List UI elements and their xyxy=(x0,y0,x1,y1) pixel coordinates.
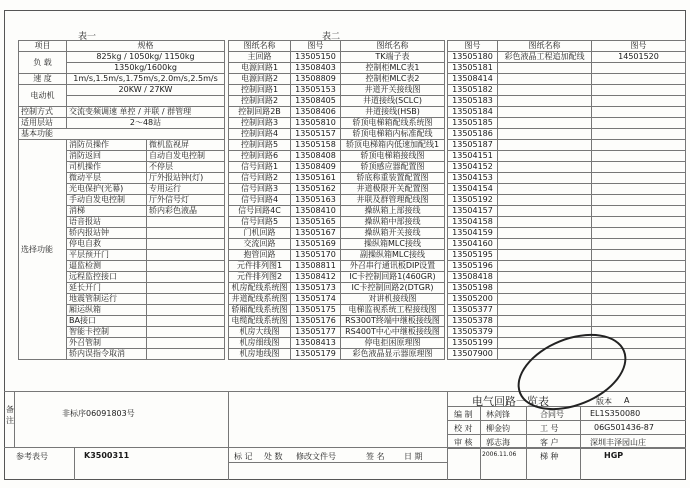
feature-b xyxy=(147,272,225,283)
drawing-no: 13508413 xyxy=(291,338,341,349)
ref-label: 参考表号 xyxy=(16,452,48,461)
drawing-name: 电源回路1 xyxy=(229,63,291,74)
feature-a: 智能卡控制 xyxy=(67,327,147,338)
table-row xyxy=(229,52,445,63)
table-row xyxy=(229,96,445,107)
drawing-name: 机房配线系统图 xyxy=(229,283,291,294)
motor-label: 电动机 xyxy=(19,85,67,107)
table-row xyxy=(448,173,686,184)
drawing-name: IC卡控制回路1(460GR) xyxy=(341,272,445,283)
rev-doc: 修改文件号 xyxy=(296,452,336,461)
drawing-name: 信号回路1 xyxy=(229,162,291,173)
drawing-name: 副操纵箱MLC接线 xyxy=(341,250,445,261)
drawing-no: 13508409 xyxy=(291,162,341,173)
feature-b xyxy=(147,283,225,294)
work-no-label: 工 号 xyxy=(540,424,559,433)
drawing-no: 13508809 xyxy=(291,74,341,85)
drawing-name: 操纵箱MLC接线 xyxy=(341,239,445,250)
drawing-no: 13505200 xyxy=(448,294,498,305)
drawing-no: 13505174 xyxy=(291,294,341,305)
drawing-no: 13505196 xyxy=(448,261,498,272)
drawing-no: 13505179 xyxy=(291,349,341,360)
drawing-no: 13504158 xyxy=(448,217,498,228)
feature-b: 微机监视屏 xyxy=(147,140,225,151)
feature-a: 逼监检测 xyxy=(67,261,147,272)
table-row xyxy=(229,239,445,250)
drawing-list-table xyxy=(228,40,445,360)
table-row xyxy=(19,107,225,118)
date-value: 2006.11.06 xyxy=(482,451,517,458)
feature-b: 轿内彩色液晶 xyxy=(147,206,225,217)
rev-sign: 签 名 xyxy=(366,452,385,461)
drawing-no: 13508405 xyxy=(291,96,341,107)
table-row xyxy=(19,118,225,129)
feature-a: 停电自救 xyxy=(67,239,147,250)
table-row xyxy=(229,338,445,349)
drawing-name: 轿顶感应器配置图 xyxy=(341,162,445,173)
feature-b xyxy=(147,327,225,338)
drawing-name: 操纵箱开关接线 xyxy=(341,228,445,239)
drawing-no: 13504153 xyxy=(448,173,498,184)
header-name: 图纸名称 xyxy=(341,41,445,52)
table-row xyxy=(448,162,686,173)
drawing-name: 控制柜MLC表1 xyxy=(341,63,445,74)
table-row xyxy=(448,107,686,118)
drawing-name: 井道接线(SCLC) xyxy=(341,96,445,107)
table-row xyxy=(448,52,686,63)
model-label: 梯 种 xyxy=(540,452,559,461)
review-by: 郭志海 xyxy=(486,438,510,447)
feature-a: 厢运纵箱 xyxy=(67,305,147,316)
table-row xyxy=(448,96,686,107)
table-row xyxy=(448,129,686,140)
drawing-no: 13505181 xyxy=(448,63,498,74)
feature-b: 厅外信号灯 xyxy=(147,195,225,206)
drawing-no: 13505184 xyxy=(448,107,498,118)
drawing-name: 控制回路6 xyxy=(229,151,291,162)
rev-count: 处 数 xyxy=(264,452,283,461)
control-label: 控制方式 xyxy=(19,107,67,118)
table-row xyxy=(19,74,225,85)
drawn-label: 编 制 xyxy=(454,410,473,419)
drawing-no: 13505186 xyxy=(448,129,498,140)
drawing-no: 13505198 xyxy=(448,283,498,294)
table-row xyxy=(229,162,445,173)
table-row xyxy=(448,272,686,283)
table-row xyxy=(448,228,686,239)
ref-value: K3500311 xyxy=(84,451,130,460)
table-row xyxy=(448,85,686,96)
feature-a: 地震管制运行 xyxy=(67,294,147,305)
feature-b: 厅外报站钟(灯) xyxy=(147,173,225,184)
table-row xyxy=(448,206,686,217)
version-label: 版本 xyxy=(596,397,612,406)
feature-b: 专用运行 xyxy=(147,184,225,195)
drawing-no: 13505192 xyxy=(448,195,498,206)
table-row xyxy=(229,74,445,85)
table-row xyxy=(448,261,686,272)
drawing-no: 13505153 xyxy=(291,85,341,96)
drawing-name: 主回路 xyxy=(229,52,291,63)
drawing-list-table-2 xyxy=(447,40,686,360)
table-row xyxy=(229,327,445,338)
control-value: 交流变频调速 单控 / 并联 / 群管理 xyxy=(67,107,225,118)
table-row xyxy=(448,327,686,338)
drawing-no: 13504159 xyxy=(448,228,498,239)
table-row xyxy=(448,151,686,162)
table2-caption: 表二 xyxy=(322,32,341,42)
model: HGP xyxy=(604,451,624,460)
feature-a: 外召管制 xyxy=(67,338,147,349)
table-row xyxy=(229,305,445,316)
rev-mark: 标 记 xyxy=(234,452,253,461)
drawing-name: 轿底称重装置配置图 xyxy=(341,173,445,184)
drawing-no: 13504154 xyxy=(448,184,498,195)
drawing-name: 彩色液晶显示器原理图 xyxy=(341,349,445,360)
drawing-name: 井道接线(HSB) xyxy=(341,107,445,118)
speed-value: 1m/s,1.5m/s,1.75m/s,2.0m/s,2.5m/s xyxy=(67,74,225,85)
drawing-no: 13505170 xyxy=(291,250,341,261)
drawing-no: 13508410 xyxy=(291,206,341,217)
drawing-no: 13505180 xyxy=(448,52,498,63)
drawing-no: 13505161 xyxy=(291,173,341,184)
drawing-name: 对讲机接线图 xyxy=(341,294,445,305)
header-spec: 规格 xyxy=(67,41,225,52)
check-by: 柳金钧 xyxy=(486,424,510,433)
drawing-no: 13505379 xyxy=(448,327,498,338)
drawing-no: 13505169 xyxy=(291,239,341,250)
drawing-name: 信号回路4C xyxy=(229,206,291,217)
floors-label: 适用层站 xyxy=(19,118,67,129)
feature-a: 微动平层 xyxy=(67,173,147,184)
table-row xyxy=(19,129,225,140)
drawing-no: 13505187 xyxy=(448,140,498,151)
feature-a: 司机操作 xyxy=(67,162,147,173)
drawing-no: 13505177 xyxy=(291,327,341,338)
feature-a: 延长开门 xyxy=(67,283,147,294)
table-row xyxy=(19,41,225,52)
drawing-name: 电源回路2 xyxy=(229,74,291,85)
drawing-no: 13505163 xyxy=(291,195,341,206)
remarks-label: 备 注 xyxy=(6,405,14,425)
drawing-no: 13505173 xyxy=(291,283,341,294)
drawing-name: TK端子表 xyxy=(341,52,445,63)
drawing-no: 13508418 xyxy=(448,272,498,283)
table-row xyxy=(19,85,225,96)
table-row xyxy=(229,217,445,228)
drawn-by: 林剑锋 xyxy=(486,410,510,419)
table-row xyxy=(448,294,686,305)
feature-b xyxy=(147,338,225,349)
table-row xyxy=(229,173,445,184)
drawing-name: RS400T中心中继板接线图 xyxy=(341,327,445,338)
feature-a: 轿内误指令取消 xyxy=(67,349,147,360)
basic-label: 基本功能 xyxy=(19,129,225,140)
header-name: 图纸名称 xyxy=(498,41,592,52)
motor-value: 20KW / 27KW xyxy=(67,85,225,96)
feature-b xyxy=(147,250,225,261)
drawing-name: 机房细线图 xyxy=(229,338,291,349)
table1-caption: 表一 xyxy=(78,32,97,42)
drawing-name: 控制回路2B xyxy=(229,107,291,118)
drawing-no: 13508406 xyxy=(291,107,341,118)
drawing-name: 信号回路4 xyxy=(229,195,291,206)
load-value: 825kg / 1050kg/ 1150kg xyxy=(67,52,225,63)
feature-b xyxy=(147,294,225,305)
drawing-no: 13505199 xyxy=(448,338,498,349)
table-row xyxy=(448,283,686,294)
drawing-name: 元件排列图1 xyxy=(229,261,291,272)
feature-b xyxy=(147,228,225,239)
feature-a: 平层预开门 xyxy=(67,250,147,261)
drawing-no: 13505175 xyxy=(291,305,341,316)
feature-b: 不停层 xyxy=(147,162,225,173)
drawing-name: 轿顶电梯箱内低速加配线1 xyxy=(341,140,445,151)
table-row xyxy=(229,294,445,305)
customer: 深圳丰泽园山庄 xyxy=(590,438,646,447)
table-row xyxy=(229,140,445,151)
table-row xyxy=(448,305,686,316)
drawing-name: 操纵箱上部接线 xyxy=(341,206,445,217)
drawing-name: 元件排列图2 xyxy=(229,272,291,283)
review-label: 审 核 xyxy=(454,438,473,447)
drawing-name: 轿厢配线系统图 xyxy=(229,305,291,316)
table-row xyxy=(229,316,445,327)
table-row xyxy=(229,151,445,162)
table-row xyxy=(229,85,445,96)
table-row xyxy=(229,129,445,140)
table-row xyxy=(448,217,686,228)
drawing-name: 轿顶电梯箱配线系统图 xyxy=(341,118,445,129)
drawing-no: 13505810 xyxy=(291,118,341,129)
feature-b xyxy=(147,316,225,327)
drawing-name: 停电拒困原理图 xyxy=(341,338,445,349)
drawing-no: 13505176 xyxy=(291,316,341,327)
drawing-no: 13508408 xyxy=(291,151,341,162)
header-item: 项目 xyxy=(19,41,67,52)
feature-a: 消梯 xyxy=(67,206,147,217)
drawing-no: 13508414 xyxy=(448,74,498,85)
drawing-no: 14501520 xyxy=(592,52,686,63)
drawing-no: 13505162 xyxy=(291,184,341,195)
drawing-name: 轿顶电梯箱接线图 xyxy=(341,151,445,162)
table-row xyxy=(229,195,445,206)
table-row xyxy=(448,184,686,195)
drawing-name: 控制回路1 xyxy=(229,85,291,96)
feature-a: 远程监控接口 xyxy=(67,272,147,283)
drawing-name: IC卡控制回路2(DTGR) xyxy=(341,283,445,294)
contract-label: 合同号 xyxy=(540,410,564,419)
drawing-no: 13505182 xyxy=(448,85,498,96)
drawing-name: 轿顶电梯箱内标准配线 xyxy=(341,129,445,140)
feature-b xyxy=(147,217,225,228)
drawing-name: 信号回路5 xyxy=(229,217,291,228)
drawing-no: 13508403 xyxy=(291,63,341,74)
drawing-name: 信号回路3 xyxy=(229,184,291,195)
drawing-name: 井道配线系统图 xyxy=(229,294,291,305)
header-no: 图号 xyxy=(592,41,686,52)
table-row xyxy=(448,195,686,206)
drawing-name: 控制柜MLC表2 xyxy=(341,74,445,85)
drawing-no: 13504151 xyxy=(448,151,498,162)
feature-a: 语音报站 xyxy=(67,217,147,228)
drawing-name: 交流回路 xyxy=(229,239,291,250)
drawing-name: 控制回路2 xyxy=(229,96,291,107)
table-row xyxy=(229,118,445,129)
check-label: 校 对 xyxy=(454,424,473,433)
drawing-name: 机房大线图 xyxy=(229,327,291,338)
feature-b xyxy=(147,349,225,360)
table-row xyxy=(229,250,445,261)
feature-b: 自动自发电控制 xyxy=(147,151,225,162)
header-no: 图号 xyxy=(291,41,341,52)
table-row xyxy=(229,228,445,239)
speed-label: 速 度 xyxy=(19,74,67,85)
table-row xyxy=(19,140,225,151)
work-no: 06G501436-87 xyxy=(594,423,654,432)
drawing-no: 13505158 xyxy=(291,140,341,151)
drawing-name: 井道极限开关配置图 xyxy=(341,184,445,195)
feature-b xyxy=(147,261,225,272)
version-value: A xyxy=(624,396,630,405)
load-value: 1350kg/1600kg xyxy=(67,63,225,74)
spec-table xyxy=(18,40,225,360)
optional-label: 选择功能 xyxy=(19,140,67,360)
feature-a: 光电保护(光幕) xyxy=(67,184,147,195)
floors-value: 2～48站 xyxy=(67,118,225,129)
table-row xyxy=(448,63,686,74)
drawing-no: 13505165 xyxy=(291,217,341,228)
drawing-name: 机房地线图 xyxy=(229,349,291,360)
drawing-no: 13507900 xyxy=(448,349,498,360)
table-row xyxy=(448,316,686,327)
table-row xyxy=(229,63,445,74)
drawing-no: 13504157 xyxy=(448,206,498,217)
drawing-no: 13505167 xyxy=(291,228,341,239)
load-label: 负 载 xyxy=(19,52,67,74)
table-row xyxy=(229,206,445,217)
table-row xyxy=(19,52,225,63)
rev-date: 日 期 xyxy=(404,452,423,461)
drawing-name: 控制回路5 xyxy=(229,140,291,151)
table-row xyxy=(448,239,686,250)
drawing-name: 彩色液晶工程追加配线 xyxy=(498,52,592,63)
drawing-no: 13505150 xyxy=(291,52,341,63)
table-row xyxy=(229,283,445,294)
table-row xyxy=(229,184,445,195)
drawing-no: 13508811 xyxy=(291,261,341,272)
table-row xyxy=(229,261,445,272)
feature-a: BA接口 xyxy=(67,316,147,327)
drawing-name: 门机回路 xyxy=(229,228,291,239)
customer-label: 客 户 xyxy=(540,438,559,447)
feature-a: 消防返回 xyxy=(67,151,147,162)
drawing-name: 操纵箱中部接线 xyxy=(341,217,445,228)
drawing-name: 电梯监视系统工程接线图 xyxy=(341,305,445,316)
header-no: 图号 xyxy=(448,41,498,52)
table-row xyxy=(448,41,686,52)
feature-a: 消防员操作 xyxy=(67,140,147,151)
table-row xyxy=(448,140,686,151)
drawing-no: 13504152 xyxy=(448,162,498,173)
title-text: 电气回路一览表 xyxy=(472,395,549,408)
drawing-no: 13505377 xyxy=(448,305,498,316)
drawing-no: 13505185 xyxy=(448,118,498,129)
table-row xyxy=(448,118,686,129)
table-row xyxy=(448,74,686,85)
drawing-name: 外召串行通讯板DIP设置 xyxy=(341,261,445,272)
table-row xyxy=(229,349,445,360)
table-row xyxy=(229,107,445,118)
feature-b xyxy=(147,239,225,250)
drawing-no: 13505195 xyxy=(448,250,498,261)
header-name: 图纸名称 xyxy=(229,41,291,52)
drawing-name: 井道开关接线图 xyxy=(341,85,445,96)
drawing-name: 井联及群管理配线图 xyxy=(341,195,445,206)
drawing-no: 13504160 xyxy=(448,239,498,250)
table-row xyxy=(229,41,445,52)
drawing-name: 信号回路2 xyxy=(229,173,291,184)
table-row xyxy=(448,250,686,261)
remarks-text: 非标序06091803号 xyxy=(62,409,135,418)
drawing-no: 13508412 xyxy=(291,272,341,283)
drawing-name: 控制回路3 xyxy=(229,118,291,129)
feature-b xyxy=(147,305,225,316)
drawing-name: 电缆配线系统图 xyxy=(229,316,291,327)
feature-a: 手动自发电控制 xyxy=(67,195,147,206)
feature-a: 轿内报站钟 xyxy=(67,228,147,239)
drawing-no: 13505183 xyxy=(448,96,498,107)
table-row xyxy=(229,272,445,283)
drawing-name: 控制回路4 xyxy=(229,129,291,140)
drawing-no: 13505157 xyxy=(291,129,341,140)
drawing-name: 抱管回路 xyxy=(229,250,291,261)
contract-no: EL1S350080 xyxy=(590,409,641,418)
drawing-name: RS300T终端中继板接线图 xyxy=(341,316,445,327)
drawing-no: 13505378 xyxy=(448,316,498,327)
